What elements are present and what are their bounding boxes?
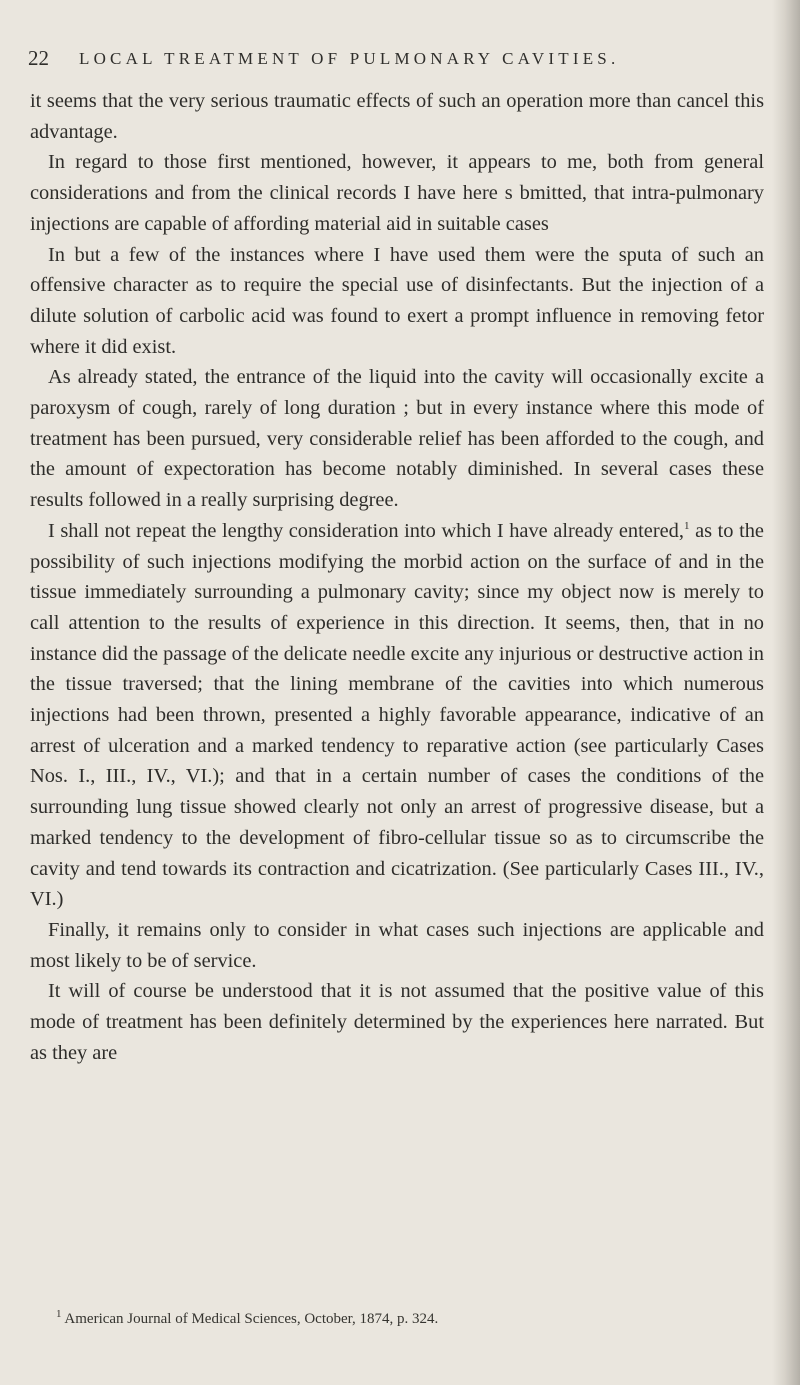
paragraph-text: I shall not repeat the lengthy consideration into which I have already entered, [48,519,684,542]
paragraph: As already stated, the entrance of the liquid into the cavity will occasionally excite a paroxysm of cough, rarely of long duration ; but in every instance where this mode of treatment has been pursued, very considerable relief has been afforded to the cough, and the amount of expectoration has become notably diminished. In several cases these results followed in a really surprising degree. [30,366,764,512]
paragraph: it seems that the very serious traumatic effects of such an operation more than cancel this advantage. [30,90,764,143]
paragraph: It will of course be understood that it is not assumed that the positive value of this mode of treatment has been definitely determined by the experiences here narrated. But as they are [30,980,764,1064]
footnote-reference: 1 [683,520,690,533]
footnote [30,1309,764,1329]
paragraph [30,516,764,915]
paragraph: In but a few of the instances where I have used them were the sputa of such an offensive character as to require the special use of disinfectants. But the injection of a dilute solution of carbolic acid was found to exert a prompt influence in removing fetor where it did exist. [30,243,764,358]
footnote-text: American Journal of Medical Sciences, October, 1874, p. 324. [61,1311,439,1327]
footnote-mark: 1 [56,1308,62,1320]
paragraph: In regard to those first mentioned, however, it appears to me, both from general considerations and from the clinical records I have here s bmitted, that intra-pulmonary injections are capable of affording material aid in suitable cases [30,151,764,235]
paragraph: Finally, it remains only to consider in what cases such injections are applicable and most likely to be of service. [30,918,764,972]
paragraph-text: as to the possibility of such injections modifying the morbid action on the surface of and in the tissue immediately surrounding a pulmonary cavity; since my object now is merely to call attention to the results of experience in this direction. It seems, then, that in no instance did the passage of the delicate needle excite any injurious or destructive action in the tissue traversed; that the lining membrane of the cavities into which numerous injections had been thrown, presented a highly favorable appearance, indicative of an arrest of ulceration and a marked tendency to reparative action (see particularly Cases Nos. I., III., IV., VI.); and that in a certain number of cases the conditions of the surrounding lung tissue showed clearly not only an arrest of progressive disease, but a marked tendency to the development of fibro-cellular tissue so as to circumscribe the cavity and tend towards its contraction and cicatrization. (See particularly Cases III., IV., VI.) [30,519,764,911]
running-title: LOCAL TREATMENT OF PULMONARY CAVITIES. [79,49,620,68]
body-text [30,86,764,1069]
page-header [28,46,748,86]
page-edge-shadow [772,0,800,1385]
page-number: 22 [28,46,49,70]
